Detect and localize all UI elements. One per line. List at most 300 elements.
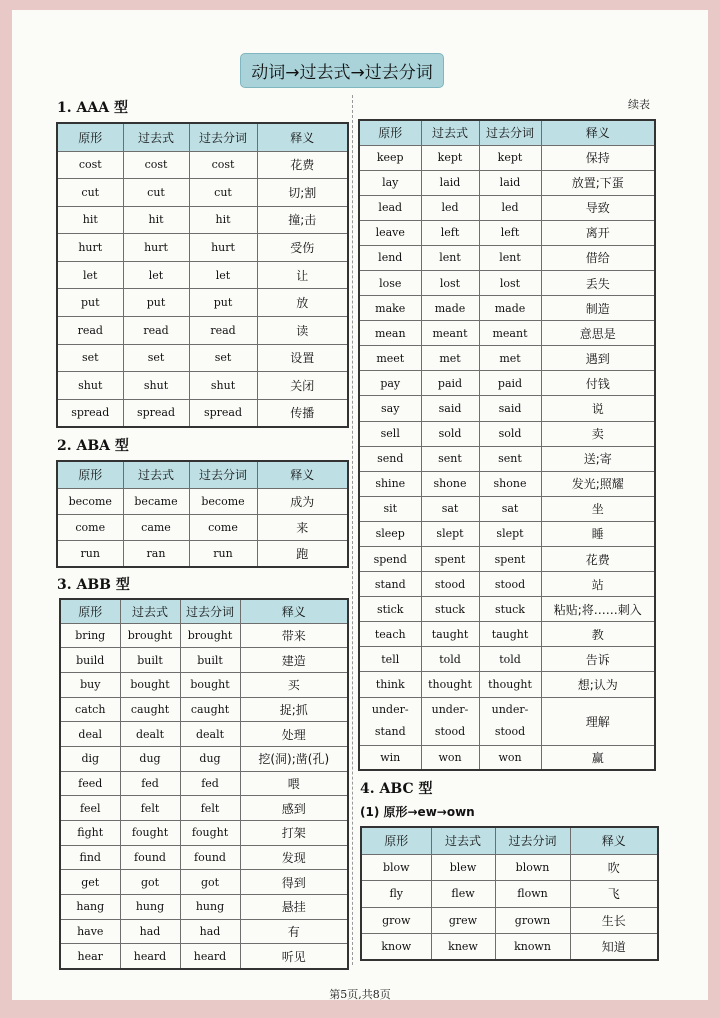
cell-past-tense: became: [123, 488, 189, 514]
cell-base-form: hang: [60, 895, 120, 920]
cell-base-form: feel: [60, 796, 120, 821]
cell-past-participle: hit: [189, 206, 257, 234]
table-row: [60, 672, 348, 697]
cell-meaning: 建造: [240, 648, 348, 673]
column-header-base-form: 原形: [57, 123, 123, 151]
table-row: [359, 346, 655, 371]
cell-past-tense: blew: [431, 854, 495, 881]
cell-past-participle: heard: [180, 944, 240, 969]
column-header-meaning: 释义: [570, 827, 658, 854]
table-aaa: [56, 122, 349, 428]
cell-past-tense: felt: [120, 796, 180, 821]
cell-past-participle: slept: [479, 521, 541, 546]
cell-past-participle: spent: [479, 547, 541, 572]
table-row: [60, 919, 348, 944]
cell-past-tense: sold: [421, 421, 479, 446]
cell-past-participle: meant: [479, 321, 541, 346]
cell-past-tense: got: [120, 870, 180, 895]
cell-past-tense: put: [123, 289, 189, 317]
cell-past-tense: set: [123, 344, 189, 372]
cell-meaning: 站: [541, 572, 655, 597]
table-row: [359, 521, 655, 546]
cell-meaning: 理解: [541, 697, 655, 745]
cell-past-tense: dealt: [120, 722, 180, 747]
cell-base-form: send: [359, 446, 421, 471]
cell-past-participle: laid: [479, 170, 541, 195]
section-title-abb: 3. ABB 型: [57, 577, 130, 593]
cell-past-participle: sent: [479, 446, 541, 471]
cell-past-tense: lost: [421, 270, 479, 295]
cell-meaning: 意思是: [541, 321, 655, 346]
column-header-past-participle: 过去分词: [180, 599, 240, 623]
cell-past-tense: spread: [123, 399, 189, 427]
cell-past-tense: grew: [431, 907, 495, 934]
table-row: [60, 821, 348, 846]
cell-past-tense: flew: [431, 881, 495, 908]
table-row: [359, 296, 655, 321]
column-header-meaning: 释义: [541, 120, 655, 145]
cell-past-tense: built: [120, 648, 180, 673]
cell-past-participle: grown: [495, 907, 570, 934]
page-title: 动词→过去式→过去分词: [240, 53, 444, 88]
cell-past-participle: let: [189, 261, 257, 289]
cell-past-tense: sat: [421, 496, 479, 521]
cell-past-participle: paid: [479, 371, 541, 396]
cell-meaning: 带来: [240, 623, 348, 648]
cell-past-tense: told: [421, 647, 479, 672]
cell-past-tense: caught: [120, 697, 180, 722]
cell-base-form: deal: [60, 722, 120, 747]
cell-past-tense: found: [120, 845, 180, 870]
column-header-past-tense: 过去式: [123, 461, 189, 488]
cell-base-form: hear: [60, 944, 120, 969]
cell-base-form: feed: [60, 771, 120, 796]
cell-meaning: 遇到: [541, 346, 655, 371]
cell-meaning: 睡: [541, 521, 655, 546]
cell-meaning: 挖(洞);凿(孔): [240, 746, 348, 771]
cell-meaning: 说: [541, 396, 655, 421]
cell-base-form: fly: [361, 881, 431, 908]
cell-past-participle: fought: [180, 821, 240, 846]
column-header-past-participle: 过去分词: [189, 461, 257, 488]
cell-base-form: read: [57, 317, 123, 345]
cell-meaning: 处理: [240, 722, 348, 747]
table-row: [359, 270, 655, 295]
table-row: [359, 195, 655, 220]
cell-meaning: 卖: [541, 421, 655, 446]
cell-base-form: lose: [359, 270, 421, 295]
cell-meaning: 得到: [240, 870, 348, 895]
column-header-past-participle: 过去分词: [495, 827, 570, 854]
cell-past-tense: stuck: [421, 597, 479, 622]
cell-past-participle: become: [189, 488, 257, 514]
section-title-aaa: 1. AAA 型: [57, 100, 128, 116]
cell-base-form: teach: [359, 622, 421, 647]
table-row: [359, 745, 655, 770]
cell-base-form: build: [60, 648, 120, 673]
cell-past-participle: lost: [479, 270, 541, 295]
cell-past-participle: won: [479, 745, 541, 770]
cell-meaning: 放: [257, 289, 348, 317]
cell-base-form: meet: [359, 346, 421, 371]
cell-past-tense: came: [123, 514, 189, 540]
cell-meaning: 成为: [257, 488, 348, 514]
cell-past-tense: lent: [421, 245, 479, 270]
table-row: [60, 796, 348, 821]
cell-base-form: think: [359, 672, 421, 697]
cell-past-participle: left: [479, 220, 541, 245]
table-row: [60, 623, 348, 648]
cell-meaning: 受伤: [257, 234, 348, 262]
table-row: [359, 321, 655, 346]
table-row: [359, 572, 655, 597]
table-row: [359, 647, 655, 672]
cell-past-participle: shut: [189, 372, 257, 400]
table-row: [359, 547, 655, 572]
cell-past-tense: shone: [421, 471, 479, 496]
cell-past-participle: caught: [180, 697, 240, 722]
cell-meaning: 听见: [240, 944, 348, 969]
cell-past-participle: fed: [180, 771, 240, 796]
cell-past-participle: run: [189, 541, 257, 567]
cell-past-tense: slept: [421, 521, 479, 546]
cell-past-participle: under- stood: [479, 697, 541, 745]
cell-past-participle: set: [189, 344, 257, 372]
table-row: [60, 895, 348, 920]
column-header-meaning: 释义: [257, 123, 348, 151]
cell-past-tense: read: [123, 317, 189, 345]
table-row: [359, 446, 655, 471]
cell-meaning: 借给: [541, 245, 655, 270]
cell-base-form: find: [60, 845, 120, 870]
cell-base-form: set: [57, 344, 123, 372]
table-row: [57, 514, 348, 540]
cell-past-tense: won: [421, 745, 479, 770]
cell-base-form: under- stand: [359, 697, 421, 745]
section-subtitle-abc-1: (1) 原形→ew→own: [360, 805, 475, 819]
cell-base-form: lend: [359, 245, 421, 270]
cell-meaning: 有: [240, 919, 348, 944]
cell-past-tense: led: [421, 195, 479, 220]
cell-past-tense: heard: [120, 944, 180, 969]
cell-past-tense: bought: [120, 672, 180, 697]
cell-meaning: 放置;下蛋: [541, 170, 655, 195]
table-row: [359, 245, 655, 270]
table-header-row: [359, 120, 655, 145]
cell-past-tense: fought: [120, 821, 180, 846]
cell-base-form: run: [57, 541, 123, 567]
cell-past-participle: dug: [180, 746, 240, 771]
cell-meaning: 切;割: [257, 179, 348, 207]
cell-base-form: stick: [359, 597, 421, 622]
table-row: [359, 471, 655, 496]
table-row: [60, 771, 348, 796]
cell-past-participle: met: [479, 346, 541, 371]
table-row: [57, 151, 348, 179]
cell-meaning: 撞;击: [257, 206, 348, 234]
cell-past-tense: cut: [123, 179, 189, 207]
table-abc: [360, 826, 659, 961]
section-title-abc: 4. ABC 型: [360, 781, 433, 797]
cell-past-participle: cut: [189, 179, 257, 207]
cell-past-participle: shone: [479, 471, 541, 496]
cell-base-form: blow: [361, 854, 431, 881]
cell-past-participle: flown: [495, 881, 570, 908]
cell-base-form: let: [57, 261, 123, 289]
cell-base-form: hit: [57, 206, 123, 234]
cell-base-form: become: [57, 488, 123, 514]
table-row: [361, 934, 658, 961]
cell-meaning: 发现: [240, 845, 348, 870]
column-header-meaning: 释义: [257, 461, 348, 488]
cell-base-form: lead: [359, 195, 421, 220]
table-row: [57, 317, 348, 345]
cell-past-participle: stuck: [479, 597, 541, 622]
table-row: [57, 234, 348, 262]
section-title-aba: 2. ABA 型: [57, 438, 129, 454]
cell-base-form: dig: [60, 746, 120, 771]
table-row: [359, 145, 655, 170]
column-header-past-participle: 过去分词: [189, 123, 257, 151]
cell-base-form: lay: [359, 170, 421, 195]
cell-base-form: sleep: [359, 521, 421, 546]
table-header-row: [60, 599, 348, 623]
cell-meaning: 付钱: [541, 371, 655, 396]
cell-meaning: 读: [257, 317, 348, 345]
table-header-row: [57, 123, 348, 151]
table-row: [60, 697, 348, 722]
table-row: [359, 421, 655, 446]
page-footer: 第5页,共8页: [329, 988, 391, 1001]
cell-meaning: 赢: [541, 745, 655, 770]
cell-past-participle: known: [495, 934, 570, 961]
table-row: [60, 648, 348, 673]
cell-past-tense: kept: [421, 145, 479, 170]
cell-past-tense: had: [120, 919, 180, 944]
cell-past-participle: led: [479, 195, 541, 220]
column-header-past-tense: 过去式: [123, 123, 189, 151]
cell-past-tense: meant: [421, 321, 479, 346]
cell-base-form: spread: [57, 399, 123, 427]
table-row: [60, 944, 348, 969]
cell-past-participle: dealt: [180, 722, 240, 747]
cell-past-participle: said: [479, 396, 541, 421]
cell-past-tense: sent: [421, 446, 479, 471]
cell-base-form: shine: [359, 471, 421, 496]
cell-base-form: fight: [60, 821, 120, 846]
cell-meaning: 送;寄: [541, 446, 655, 471]
table-row: [57, 289, 348, 317]
cell-base-form: have: [60, 919, 120, 944]
table-row: [57, 399, 348, 427]
cell-meaning: 离开: [541, 220, 655, 245]
cell-meaning: 买: [240, 672, 348, 697]
cell-base-form: shut: [57, 372, 123, 400]
table-row: [57, 488, 348, 514]
table-row: [359, 220, 655, 245]
cell-base-form: leave: [359, 220, 421, 245]
cell-base-form: grow: [361, 907, 431, 934]
table-abb-continued: [358, 119, 656, 771]
cell-past-tense: let: [123, 261, 189, 289]
cell-meaning: 想;认为: [541, 672, 655, 697]
cell-past-participle: had: [180, 919, 240, 944]
cell-base-form: come: [57, 514, 123, 540]
table-row: [57, 179, 348, 207]
cell-past-participle: put: [189, 289, 257, 317]
cell-meaning: 喂: [240, 771, 348, 796]
cell-base-form: cost: [57, 151, 123, 179]
cell-past-participle: brought: [180, 623, 240, 648]
cell-past-participle: bought: [180, 672, 240, 697]
cell-past-tense: hurt: [123, 234, 189, 262]
cell-meaning: 坐: [541, 496, 655, 521]
cell-meaning: 跑: [257, 541, 348, 567]
cell-past-tense: hung: [120, 895, 180, 920]
cell-base-form: get: [60, 870, 120, 895]
cell-base-form: make: [359, 296, 421, 321]
cell-meaning: 知道: [570, 934, 658, 961]
column-divider: [352, 95, 353, 965]
column-header-past-participle: 过去分词: [479, 120, 541, 145]
cell-past-participle: stood: [479, 572, 541, 597]
table-row: [361, 907, 658, 934]
table-row: [60, 870, 348, 895]
cell-meaning: 生长: [570, 907, 658, 934]
table-row: [60, 845, 348, 870]
table-row: [57, 541, 348, 567]
cell-meaning: 制造: [541, 296, 655, 321]
cell-meaning: 关闭: [257, 372, 348, 400]
cell-past-participle: spread: [189, 399, 257, 427]
cell-past-tense: left: [421, 220, 479, 245]
cell-base-form: sell: [359, 421, 421, 446]
table-row: [60, 722, 348, 747]
table-row: [361, 854, 658, 881]
cell-meaning: 让: [257, 261, 348, 289]
cell-past-participle: read: [189, 317, 257, 345]
cell-past-tense: ran: [123, 541, 189, 567]
continued-label: 续表: [628, 98, 650, 111]
cell-past-participle: cost: [189, 151, 257, 179]
table-row: [60, 746, 348, 771]
cell-base-form: put: [57, 289, 123, 317]
cell-past-tense: knew: [431, 934, 495, 961]
table-row: [359, 371, 655, 396]
column-header-meaning: 释义: [240, 599, 348, 623]
cell-past-participle: taught: [479, 622, 541, 647]
cell-meaning: 打架: [240, 821, 348, 846]
cell-meaning: 导致: [541, 195, 655, 220]
cell-past-participle: got: [180, 870, 240, 895]
cell-base-form: mean: [359, 321, 421, 346]
cell-past-participle: lent: [479, 245, 541, 270]
cell-meaning: 发光;照耀: [541, 471, 655, 496]
cell-past-participle: sat: [479, 496, 541, 521]
cell-past-participle: hung: [180, 895, 240, 920]
cell-meaning: 丢失: [541, 270, 655, 295]
cell-past-tense: spent: [421, 547, 479, 572]
cell-past-tense: shut: [123, 372, 189, 400]
cell-base-form: stand: [359, 572, 421, 597]
table-row: [57, 261, 348, 289]
cell-past-participle: built: [180, 648, 240, 673]
cell-past-tense: laid: [421, 170, 479, 195]
cell-base-form: know: [361, 934, 431, 961]
table-row: [359, 170, 655, 195]
cell-meaning: 花费: [541, 547, 655, 572]
cell-meaning: 保持: [541, 145, 655, 170]
table-row: [361, 881, 658, 908]
cell-past-tense: met: [421, 346, 479, 371]
cell-past-participle: hurt: [189, 234, 257, 262]
cell-meaning: 来: [257, 514, 348, 540]
cell-meaning: 设置: [257, 344, 348, 372]
cell-base-form: say: [359, 396, 421, 421]
cell-base-form: spend: [359, 547, 421, 572]
table-row: [57, 206, 348, 234]
cell-base-form: buy: [60, 672, 120, 697]
cell-past-tense: cost: [123, 151, 189, 179]
column-header-past-tense: 过去式: [120, 599, 180, 623]
cell-past-tense: brought: [120, 623, 180, 648]
cell-past-tense: dug: [120, 746, 180, 771]
cell-meaning: 告诉: [541, 647, 655, 672]
cell-base-form: hurt: [57, 234, 123, 262]
cell-meaning: 飞: [570, 881, 658, 908]
cell-past-participle: felt: [180, 796, 240, 821]
cell-past-tense: taught: [421, 622, 479, 647]
table-header-row: [361, 827, 658, 854]
cell-past-participle: blown: [495, 854, 570, 881]
table-header-row: [57, 461, 348, 488]
table-aba: [56, 460, 349, 568]
cell-past-participle: sold: [479, 421, 541, 446]
cell-meaning: 感到: [240, 796, 348, 821]
column-header-base-form: 原形: [361, 827, 431, 854]
cell-past-participle: come: [189, 514, 257, 540]
table-row: [359, 697, 655, 745]
cell-past-participle: told: [479, 647, 541, 672]
cell-past-tense: under- stood: [421, 697, 479, 745]
cell-meaning: 粘贴;将……刺入: [541, 597, 655, 622]
cell-base-form: sit: [359, 496, 421, 521]
table-row: [359, 622, 655, 647]
cell-meaning: 悬挂: [240, 895, 348, 920]
table-row: [359, 396, 655, 421]
cell-past-participle: thought: [479, 672, 541, 697]
cell-past-tense: said: [421, 396, 479, 421]
cell-past-tense: paid: [421, 371, 479, 396]
column-header-base-form: 原形: [60, 599, 120, 623]
cell-past-tense: thought: [421, 672, 479, 697]
cell-meaning: 捉;抓: [240, 697, 348, 722]
cell-meaning: 教: [541, 622, 655, 647]
cell-past-tense: stood: [421, 572, 479, 597]
table-abb: [59, 598, 349, 970]
table-row: [57, 372, 348, 400]
cell-base-form: tell: [359, 647, 421, 672]
column-header-base-form: 原形: [359, 120, 421, 145]
column-header-past-tense: 过去式: [431, 827, 495, 854]
cell-meaning: 花费: [257, 151, 348, 179]
cell-past-tense: fed: [120, 771, 180, 796]
table-row: [359, 496, 655, 521]
table-row: [359, 672, 655, 697]
cell-past-tense: made: [421, 296, 479, 321]
cell-past-participle: made: [479, 296, 541, 321]
cell-base-form: catch: [60, 697, 120, 722]
